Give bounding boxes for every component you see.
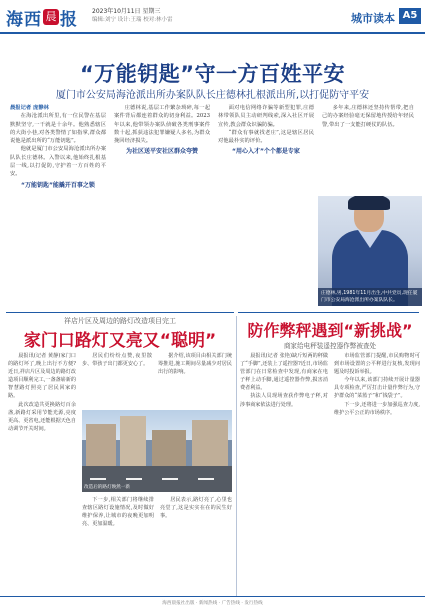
story2-column-3 xyxy=(158,352,232,406)
officer-photo[interactable] xyxy=(318,196,422,306)
paragraph: 今年以来,该部门持续开展计量器具专项检查,严厉打击计量作弊行为,守护群众的“菜篮子”和“钱袋子”。 xyxy=(334,377,420,400)
streetlight-photo[interactable] xyxy=(82,410,232,492)
story3-headline[interactable]: 防作弊秤遇到“新挑战” xyxy=(247,321,413,340)
paragraph: 居民表示,路灯亮了,心里也亮堂了,这是实实在在的民生好事。 xyxy=(160,497,232,520)
paragraph: “群众有事就找老庄”,这是辖区居民对他最朴实的评价。 xyxy=(218,129,314,145)
paragraph: 多年来,庄德林还坚持传帮带,把自己的办案经验毫无保留地传授给年轻民警,带出了一支能打硬仗的队伍。 xyxy=(322,105,414,128)
main-headline[interactable]: “万能钥匙”守一方百姓平安 xyxy=(79,62,346,86)
paragraph: 面对电信网络诈骗等新型犯罪,庄德林带领队员主动研判线索,深入社区开展宣传,教会群众识骗防骗。 xyxy=(218,105,314,128)
section-name[interactable]: 城市读本 xyxy=(351,12,395,25)
paragraph: 居民们纷纷点赞,夜里散步、带孩子出门都更安心了。 xyxy=(82,353,152,368)
officer-photo-caption: 庄德林,男,1981年11月出生,中共党员,现任厦门市公安局海沧派出所办案队队长。 xyxy=(318,288,422,306)
story2-column-4 xyxy=(82,496,232,592)
story2-kicker: 祥店片区及周边的路灯改造项目完工 xyxy=(64,317,176,325)
issue-date: 2023年10月11日 星期三 xyxy=(92,8,161,15)
story3-subheadline: 商家给电秤装遥控器作弊被查处 xyxy=(283,342,377,350)
paragraph: 此次改造共更换路灯百余盏,新路灯采用节能光源,亮度更高、更省电,还能根据天色自动调节开关时间。 xyxy=(8,401,76,432)
building-shape xyxy=(192,420,228,468)
section-subhead: “用心入才”个个都是专家 xyxy=(232,148,300,156)
paragraph: 晨报讯(记者 张艳)缺斤短两的秤做了“手脚”,还装上了遥控器?近日,市场监管部门在日常检查中发现,有商家在电子秤上动手脚,通过遥控器作弊,损害消费者利益。 xyxy=(240,353,328,392)
section-divider xyxy=(238,312,419,313)
paragraph: 他就是厦门市公安局海沧派出所办案队队长庄德林。入警以来,他始终扎根基层一线,以打促防,守护着一方百姓的平安。 xyxy=(10,146,106,178)
editor-line: 编辑:刘宁 设计:王瑞 校对:林小雷 xyxy=(92,17,173,23)
story1-column-4 xyxy=(322,104,414,192)
paragraph: 执法人员现场查获作弊电子秤,对涉事商家依法进行处理。 xyxy=(240,393,328,408)
section-divider xyxy=(6,312,234,313)
section-subhead: 为社区送平安社区群众夸赞 xyxy=(125,148,198,156)
lane-mark xyxy=(162,478,178,480)
police-cap-icon xyxy=(348,196,390,210)
masthead xyxy=(0,0,425,34)
main-subheadline: 厦门市公安局海沧派出所办案队队长庄德林扎根派出所,以打促防守平安 xyxy=(55,90,370,101)
building-shape xyxy=(152,430,186,468)
paragraph: 下一步,还将进一步加强巡查力度,维护公平公正的市场秩序。 xyxy=(334,401,420,416)
building-shape xyxy=(120,416,146,468)
lane-mark xyxy=(126,478,142,480)
logo-badge: 晨 xyxy=(43,9,59,25)
story1-column-2 xyxy=(114,104,210,300)
story3-column-2 xyxy=(334,352,420,592)
story2-column-1 xyxy=(8,352,76,592)
paragraph: 下一步,相关部门将继续排查辖区路灯设施情况,及时做好维护保养,让城市的夜晚更加明亮、更加温暖。 xyxy=(82,497,154,528)
byline: 晨报记者 庞静林 xyxy=(10,105,49,111)
story1-column-1 xyxy=(10,104,106,300)
page-number: A5 xyxy=(399,8,421,24)
paragraph: 市场监管部门提醒,市民购物时可到市场设置的公平秤进行复核,发现问题及时投诉举报。 xyxy=(334,353,420,376)
paragraph: 据介绍,该项目由相关部门统筹推进,施工期间尽量减少对居民出行的影响。 xyxy=(158,353,232,376)
logo-text-2: 报 xyxy=(60,9,78,30)
paragraph: 晨报讯(记者 黄静)家门口的路灯坏了,晚上出行不方便?近日,祥店片区及周边的路灯改造项目顺利完工,一盏盏崭新的智慧路灯照亮了居民回家的路。 xyxy=(8,353,76,400)
building-shape xyxy=(86,424,116,468)
streetlight-photo-caption: 改造后的路灯焕然一新 xyxy=(84,485,130,490)
masthead-meta xyxy=(92,7,173,25)
paragraph: 庄德林说,基层工作繁杂琐碎,每一起案件背后都连着群众的切身利益。2023年以来,他带领办案队侦破各类刑事案件数十起,抓获违法犯罪嫌疑人多名,为群众挽回经济损失。 xyxy=(114,105,210,145)
section-subhead: “万能钥匙”能撬开百事之锁 xyxy=(21,181,95,189)
paragraph: 在海沧派出所里,有一位民警在基层默默坚守,一干就是十余年。他熟悉辖区的大街小巷,对各类警情了如指掌,群众都说他是派出所的“万能钥匙”。 xyxy=(10,113,106,145)
lane-mark xyxy=(198,478,214,480)
lane-mark xyxy=(90,478,106,480)
story2-headline[interactable]: 家门口路灯又亮又“聪明” xyxy=(23,331,217,351)
story3-column-1 xyxy=(240,352,328,592)
page-footer: 海西晨报社出版 · 新闻热线 · 广告热线 · 发行热线 xyxy=(0,596,425,611)
logo-text-1: 海西 xyxy=(6,9,42,30)
column-divider xyxy=(236,316,237,596)
newspaper-logo[interactable] xyxy=(6,6,78,28)
story1-column-3 xyxy=(218,104,314,300)
story2-column-2 xyxy=(82,352,152,406)
